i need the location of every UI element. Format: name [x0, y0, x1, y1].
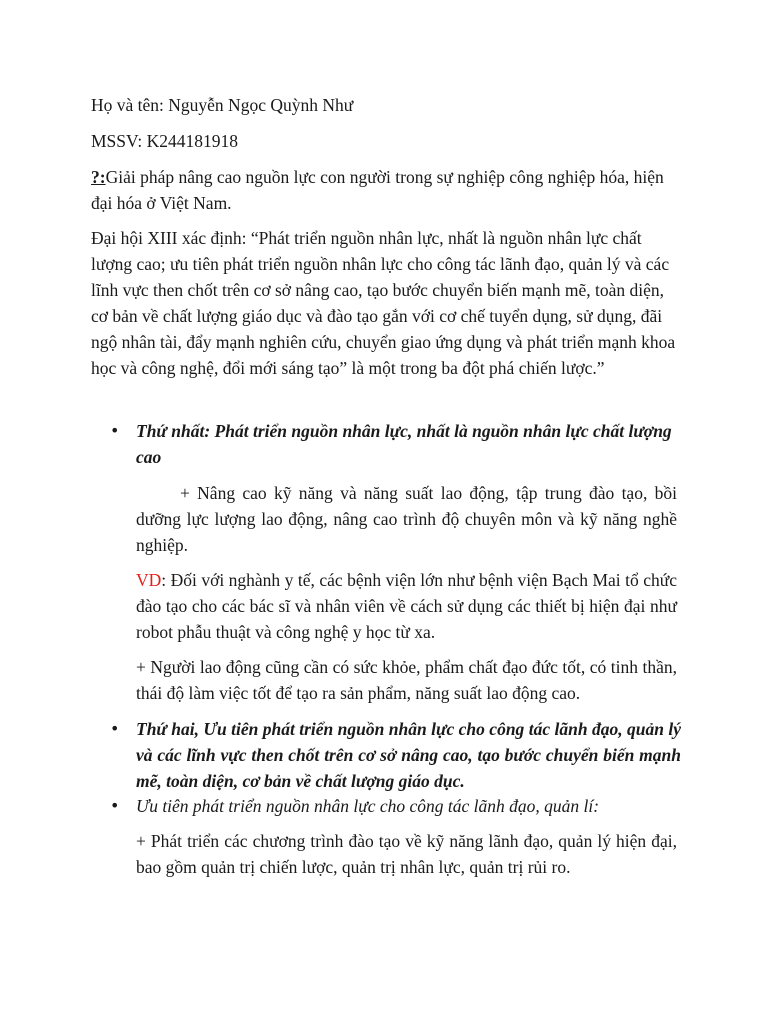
student-id-line: MSSV: K244181918 — [91, 131, 238, 151]
section2-sub-heading: Ưu tiên phát triển nguồn nhân lực cho công tác lãnh đạo, quản lí: — [136, 796, 600, 816]
section1-example — [136, 567, 677, 645]
intro-paragraph: Đại hội XIII xác định: “Phát triển nguồn nhân lực, nhất là nguồn nhân lực chất lượng cao; ưu tiên phát triển nguồn nhân lực cho công tác lãnh đạo, quản lý và các lĩnh vực then chốt trên cơ sở nâng cao, tạo bước chuyển biến mạnh mẽ, toàn diện, cơ bản về chất lượng giáo dục và đào tạo gắn với cơ chế tuyển dụng, sử dụng, đãi ngộ nhân tài, đẩy mạnh nghiên cứu, chuyển giao ứng dụng và phát triển mạnh khoa học và công nghệ, đổi mới sáng tạo” là một trong ba đột phá chiến lược.” — [91, 228, 676, 378]
example-label: VD — [136, 570, 162, 590]
question-paragraph — [91, 164, 681, 216]
section2-bullet-item — [110, 716, 681, 794]
section2-heading: Thứ hai, Ưu tiên phát triển nguồn nhân lực cho công tác lãnh đạo, quản lý và các lĩnh vực then chốt trên cơ sở nâng cao, tạo bước chuyển biến mạnh mẽ, toàn diện, cơ bản về chất lượng giáo dục. — [136, 719, 681, 791]
question-marker: ?: — [91, 167, 106, 187]
bullet-icon: • — [110, 796, 120, 815]
section2-sub-bullet-item — [110, 793, 681, 819]
bullet-icon: • — [110, 719, 120, 738]
section1-point1: + Nâng cao kỹ năng và năng suất lao động, tập trung đào tạo, bồi dưỡng lực lượng lao động, nâng cao trình độ chuyên môn và kỹ năng nghề nghiệp. — [136, 483, 677, 555]
section1-point2: + Người lao động cũng cần có sức khỏe, phẩm chất đạo đức tốt, có tinh thần, thái độ làm việc tốt để tạo ra sản phẩm, năng suất lao động cao. — [136, 657, 677, 703]
student-name-line: Họ và tên: Nguyễn Ngọc Quỳnh Như — [91, 95, 354, 115]
example-text: : Đối với nghành y tế, các bệnh viện lớn như bệnh viện Bạch Mai tổ chức đào tạo cho các bác sĩ và nhân viên về cách sử dụng các thiết bị hiện đại như robot phẫu thuật và công nghệ y học từ xa. — [136, 570, 677, 642]
section1-bullet-item — [110, 418, 681, 470]
question-text: Giải pháp nâng cao nguồn lực con người trong sự nghiệp công nghiệp hóa, hiện đại hóa ở Việt Nam. — [91, 167, 664, 213]
section2-point1: + Phát triển các chương trình đào tạo về kỹ năng lãnh đạo, quản lý hiện đại, bao gồm quản trị chiến lược, quản trị nhân lực, quản trị rủi ro. — [136, 831, 677, 877]
bullet-icon: • — [110, 421, 120, 440]
section1-heading: Thứ nhất: Phát triển nguồn nhân lực, nhất là nguồn nhân lực chất lượng cao — [136, 421, 672, 467]
